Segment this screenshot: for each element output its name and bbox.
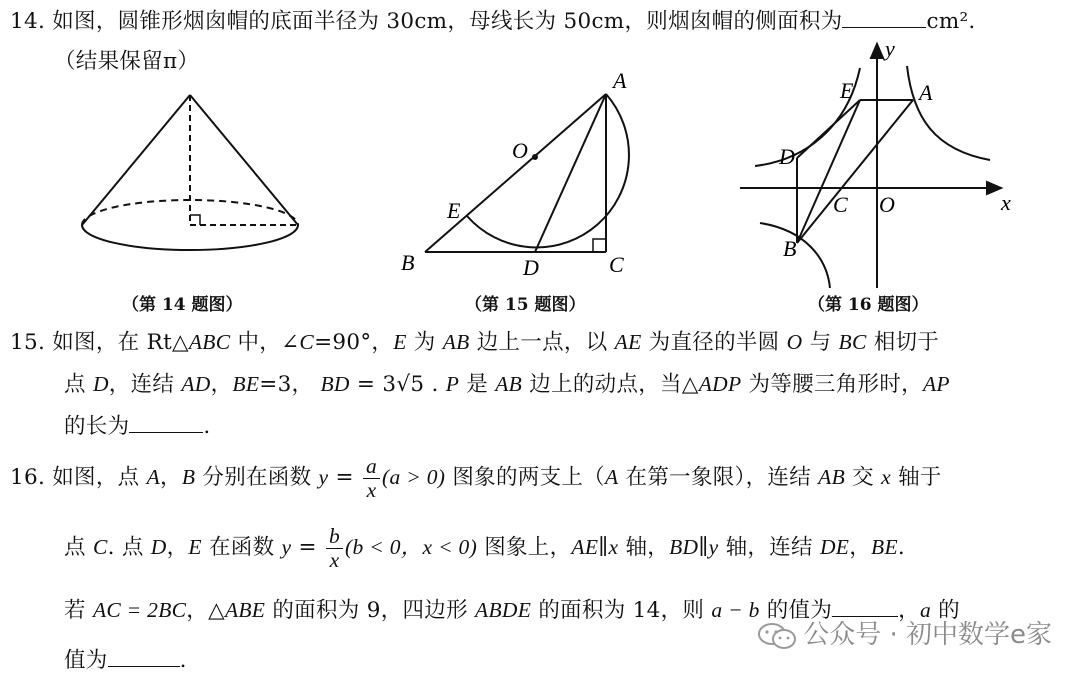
label-c: C bbox=[609, 252, 624, 277]
wechat-icon bbox=[757, 622, 797, 650]
q14-caption: （第 14 题图） bbox=[122, 295, 243, 315]
figure-14-cone bbox=[70, 85, 310, 265]
watermark-text: 公众号 · 初中数学e家 bbox=[803, 620, 1052, 650]
center-o-point bbox=[532, 154, 538, 160]
x-axis-label: x bbox=[1001, 190, 1011, 215]
q16-line2: 点 C. 点 D，E 在函数 y = $\frac{b}{x}$ (b < 0，x < 0) 图象上，AE∥x 轴，BD∥y 轴，连结 DE，BE. bbox=[64, 524, 906, 572]
q14-note: （结果保留π） bbox=[54, 49, 200, 74]
figure-16 bbox=[735, 38, 1035, 288]
q15-answer-blank[interactable] bbox=[129, 414, 203, 433]
q15-caption: （第 15 题图） bbox=[465, 295, 586, 315]
q15-line1: 15. 如图，在 Rt△ABC 中，∠C=90°，E 为 AB 边上一点，以 AE 为直径的半圆 O 与 BC 相切于 bbox=[10, 330, 940, 355]
q16-line3: 若 AC = 2BC，△ABE 的面积为 9，四边形 ABDE 的面积为 14，则 a − b 的值为 ，a 的 bbox=[64, 598, 960, 623]
fraction-a-over-x: $\frac{a}{x}$ bbox=[363, 455, 380, 501]
q15-line2: 点 D，连结 AD，BE=3， BD = 3√5 . P 是 AB 边上的动点，当△ADP 为等腰三角形时，AP bbox=[64, 372, 950, 397]
q14-number: 14. bbox=[10, 9, 46, 34]
y-axis-label: y bbox=[885, 38, 895, 61]
q14-text: 如图，圆锥形烟囱帽的底面半径为 30cm，母线长为 50cm，则烟囱帽的侧面积为 bbox=[52, 9, 843, 34]
label-a: A bbox=[613, 70, 627, 93]
label-o: O bbox=[879, 192, 895, 217]
q16-caption: （第 16 题图） bbox=[808, 295, 929, 315]
label-e: E bbox=[447, 198, 461, 223]
q16-line4: 值为 . bbox=[64, 648, 187, 673]
figure-15 bbox=[395, 70, 655, 280]
label-e: E bbox=[840, 78, 854, 103]
label-o: O bbox=[512, 138, 528, 163]
q15-line3: 的长为 . bbox=[64, 414, 211, 439]
q16-line1: 16. 如图，点 A，B 分别在函数 y = $\frac{a}{x}$ (a > 0) 图象的两支上（A 在第一象限），连结 AB 交 x 轴于 bbox=[10, 454, 942, 502]
label-b: B bbox=[783, 236, 797, 261]
q14-line1: 14. 如图，圆锥形烟囱帽的底面半径为 30cm，母线长为 50cm，则烟囱帽的侧面积为 cm². bbox=[10, 9, 976, 34]
label-a: A bbox=[919, 80, 933, 105]
q14-line2 bbox=[54, 44, 199, 75]
label-d: D bbox=[523, 255, 539, 280]
q14-answer-blank[interactable] bbox=[842, 9, 926, 28]
label-b: B bbox=[401, 250, 415, 275]
label-c: C bbox=[833, 192, 848, 217]
q16-answer-blank-2[interactable] bbox=[108, 648, 180, 667]
watermark bbox=[757, 614, 1052, 651]
fraction-b-over-x: $\frac{b}{x}$ bbox=[326, 525, 343, 571]
label-d: D bbox=[779, 144, 795, 169]
